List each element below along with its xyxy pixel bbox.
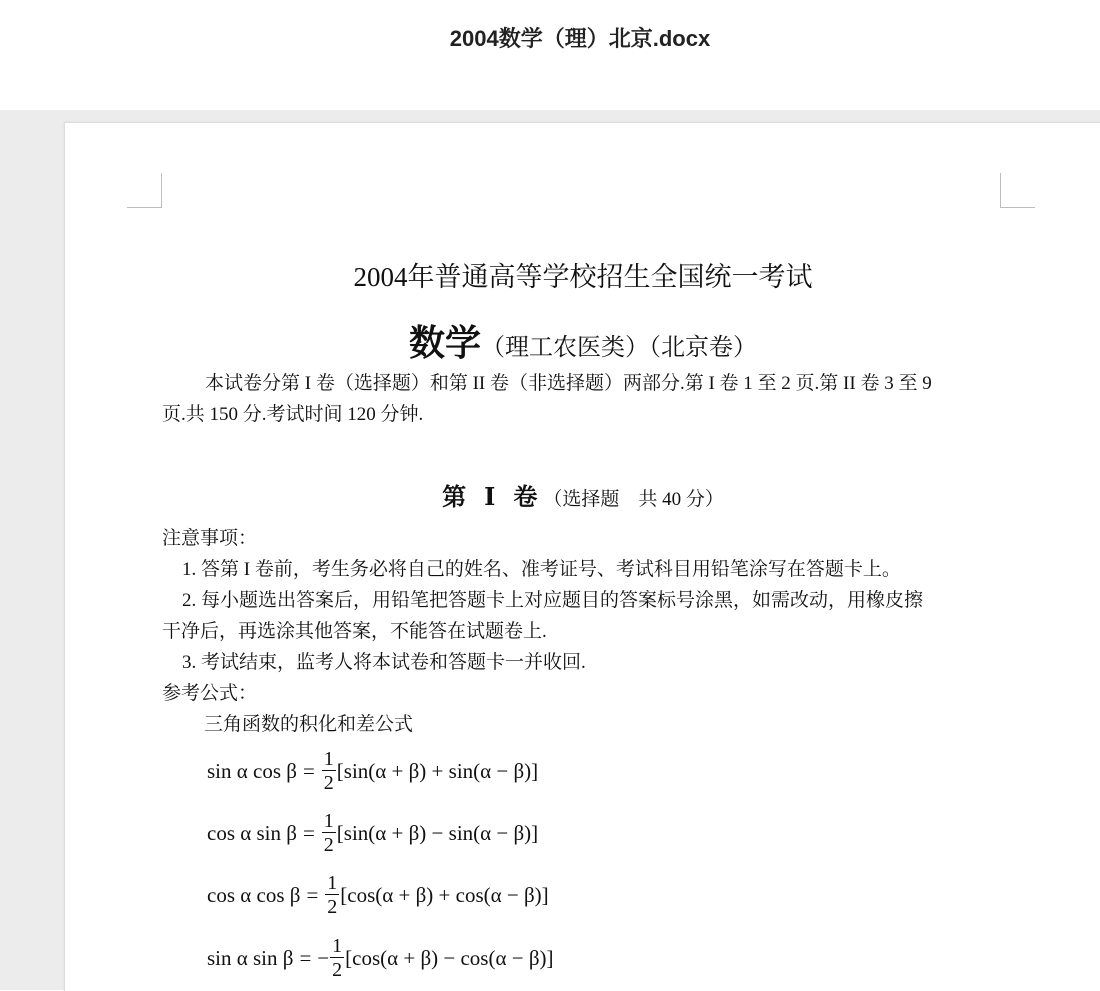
formula-equals: = [299, 945, 312, 970]
fraction-denominator: 2 [332, 958, 343, 981]
subject-sub: （理工农医类）（北京卷） [481, 335, 757, 361]
formula-rhs: [sin(α + β) − sin(α − β)] [336, 820, 539, 845]
formula-equals: = [302, 820, 315, 845]
note-2-line-1: 2. 每小题选出答案后，用铅笔把答题卡上对应题目的答案标号涂黑，如需改动，用橡皮擦 [182, 590, 924, 611]
section-sub: （选择题 共 40 分） [543, 489, 724, 510]
note-2-line-2: 干净后，再选涂其他答案，不能答在试题卷上. [162, 621, 547, 642]
fraction-numerator: 1 [323, 809, 334, 832]
note-3: 3. 考试结束，监考人将本试卷和答题卡一并收回. [182, 652, 586, 673]
notes-heading: 注意事项： [162, 528, 258, 549]
subject-title [65, 315, 1100, 366]
margin-corner-mark-right [1000, 173, 1035, 208]
title-bar [0, 0, 1100, 110]
formula-rhs: [cos(α + β) + cos(α − β)] [340, 882, 549, 907]
fraction-numerator: 1 [323, 747, 334, 770]
fraction [322, 748, 336, 795]
fraction [322, 810, 336, 857]
fraction-denominator: 2 [327, 895, 338, 918]
formula-sign: − [317, 945, 330, 970]
document-page[interactable] [64, 122, 1100, 991]
fraction-denominator: 2 [323, 833, 334, 856]
margin-corner-mark-left [127, 173, 162, 208]
formula-lhs: sin α cos β [207, 758, 297, 783]
fraction [330, 935, 344, 982]
fraction-denominator: 2 [323, 771, 334, 794]
formula-lhs: sin α sin β [207, 945, 294, 970]
reference-subheading: 三角函数的积化和差公式 [204, 714, 414, 735]
note-1: 1. 答第 I 卷前，考生务必将自己的姓名、准考证号、考试科目用铅笔涂写在答题卡上。 [182, 559, 901, 580]
formula-equals: = [302, 758, 315, 783]
formula-row [207, 803, 538, 863]
formula-lhs: cos α cos β [207, 882, 301, 907]
fraction [325, 872, 339, 919]
section-main: 第 Ⅰ 卷 [442, 485, 544, 511]
formula-equals: = [306, 882, 319, 907]
section-title [65, 477, 1100, 512]
exam-heading: 2004年普通高等学校招生全国统一考试 [353, 262, 813, 292]
document-filename: 2004数学（理）北京.docx [449, 26, 711, 51]
fraction-numerator: 1 [327, 871, 338, 894]
formula-lhs: cos α sin β [207, 820, 297, 845]
intro-line-1: 本试卷分第 I 卷（选择题）和第 II 卷（非选择题）两部分.第 I 卷 1 至 2 页.第 II 卷 3 至 9 [205, 373, 932, 394]
formula-row [207, 865, 549, 925]
reference-heading: 参考公式： [162, 683, 258, 704]
intro-line-2: 页.共 150 分.考试时间 120 分钟. [162, 404, 424, 425]
formula-row [207, 741, 538, 801]
fraction-numerator: 1 [332, 934, 343, 957]
formula-rhs: [sin(α + β) + sin(α − β)] [336, 758, 539, 783]
formula-row [207, 928, 554, 988]
formula-rhs: [cos(α + β) − cos(α − β)] [345, 945, 554, 970]
subject-main: 数学 [408, 323, 481, 364]
